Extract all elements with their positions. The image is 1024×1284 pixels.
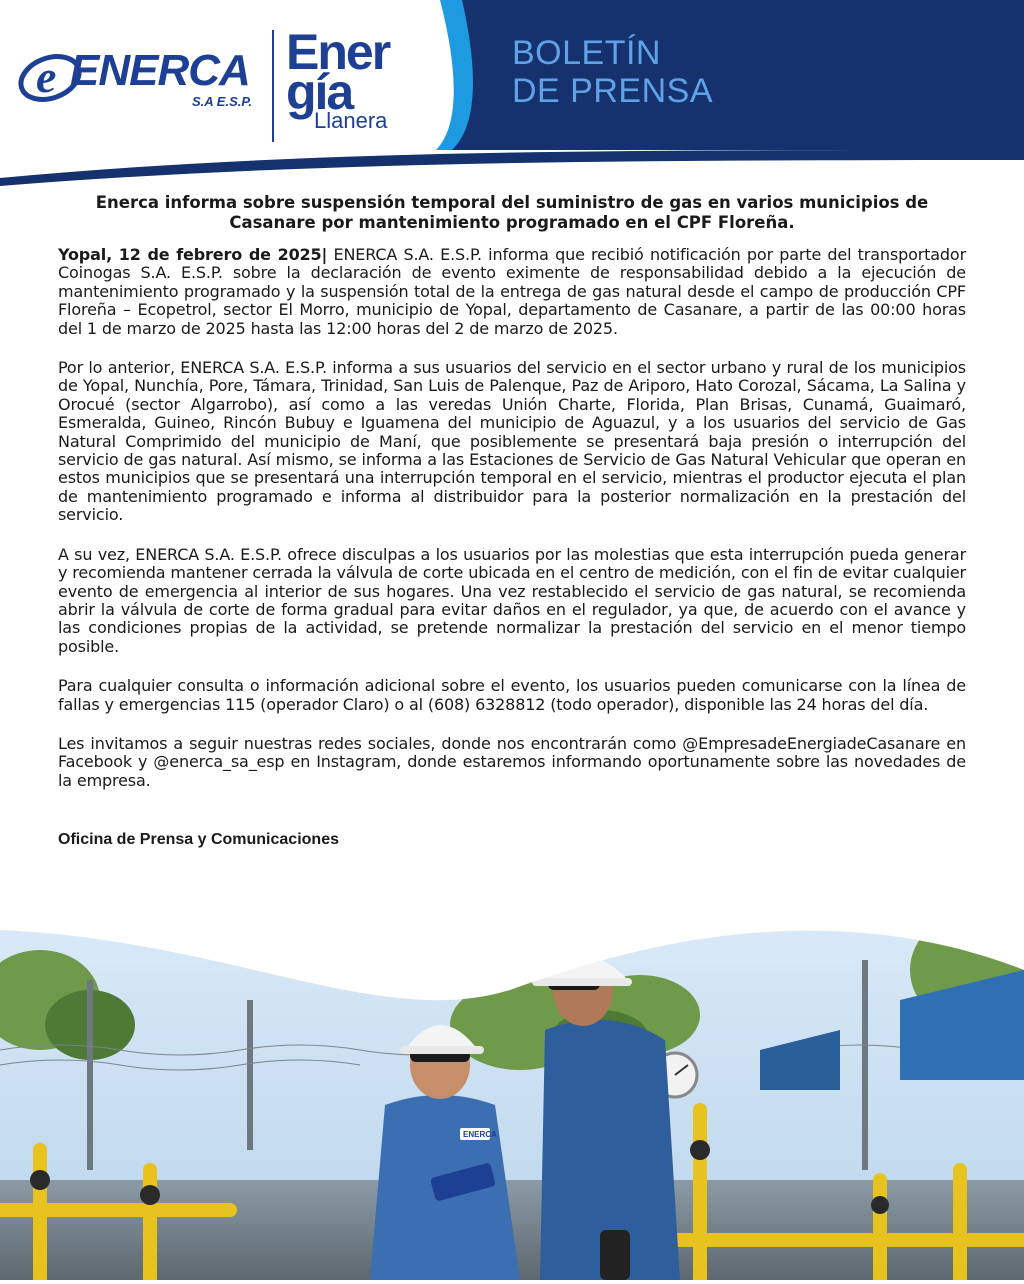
bulletin-title bbox=[512, 34, 812, 110]
uniform-badge: ENERCA bbox=[463, 1130, 497, 1139]
article-paragraph-4: Para cualquier consulta o información adicional sobre el evento, los usuarios pueden comunicarse con la línea de fallas y emergencias 115 (operador Claro) o al (608) 6328812 (todo operador), disponible las 24 horas del día. bbox=[58, 676, 966, 714]
press-article bbox=[58, 246, 966, 811]
press-headline: Enerca informa sobre suspensión temporal del suministro de gas en varios municipios de Casanare por mantenimiento programado en el CPF Floreña. bbox=[95, 193, 929, 232]
bulletin-title-line1: BOLETÍN bbox=[512, 34, 661, 72]
article-paragraph-1 bbox=[58, 246, 966, 338]
header-banner bbox=[0, 0, 1024, 190]
energia-logo-line2: gía bbox=[286, 64, 353, 120]
svg-text:e: e bbox=[36, 51, 57, 102]
workers-photo-illustration bbox=[0, 850, 1024, 1280]
energia-logo-line1: Ener bbox=[286, 24, 390, 80]
article-paragraph-5: Les invitamos a seguir nuestras redes sociales, donde nos encontrarán como @EmpresadeEnergiadeCasanare en Facebook y @enerca_sa_esp en Instagram, donde estaremos informando oportunamente sobre las novedades de la empresa. bbox=[58, 733, 966, 790]
dateline: Yopal, 12 de febrero de 2025| bbox=[58, 245, 328, 264]
bulletin-title-line2: DE PRENSA bbox=[512, 72, 713, 110]
article-paragraph-3: A su vez, ENERCA S.A. E.S.P. ofrece disculpas a los usuarios por las molestias que esta interrupción pueda generar y recomienda mantener cerrada la válvula de corte ubicada en el centro de medición, con el fin de evitar cualquier evento de emergencia al interior de sus hogares. Una vez restablecido el servicio de gas natural, se recomienda abrir la válvula de corte de forma gradual para evitar daños en el regulador, ya que, de acuerdo con el avance y las condiciones propias de la actividad, se pretende normalizar la prestación del servicio en el menor tiempo posible. bbox=[58, 544, 966, 656]
article-paragraph-1-text: ENERCA S.A. E.S.P. informa que recibió notificación por parte del transportador Coinogas S.A. E.S.P. sobre la declaración de evento eximente de responsabilidad debido a la ejecución de mantenimiento programado y la suspensión total de la entrega de gas natural desde el campo de producción CPF Floreña – Ecopetrol, sector El Morro, municipio de Yopal, departamento de Casanare, a partir de las 00:00 horas del 1 de marzo de 2025 hasta las 12:00 horas del 2 de marzo de 2025. bbox=[58, 245, 966, 338]
energia-logo-line3: Llanera bbox=[314, 108, 388, 133]
logo-divider bbox=[272, 30, 274, 142]
workers-photo bbox=[0, 850, 1024, 1280]
enerca-legal-suffix: S.A E.S.P. bbox=[192, 94, 252, 109]
enerca-logo bbox=[14, 40, 264, 116]
energia-llanera-logo bbox=[286, 24, 436, 138]
signature-title: Oficina de Prensa y Comunicaciones bbox=[58, 831, 339, 848]
article-paragraph-2: Por lo anterior, ENERCA S.A. E.S.P. informa a sus usuarios del servicio en el sector urbano y rural de los municipios de Yopal, Nunchía, Pore, Támara, Trinidad, San Luis de Palenque, Paz de Ariporo, Hato Corozal, Sácama, La Salina y Orocué (sector Algarrobo), así como a las veredas Unión Charte, Florida, Plan Brisas, Cunamá, Guaimaró, Esmeralda, Guineo, Rincón Bubuy e Iguamena del municipio de Aguazul, y a los usuarios del servicio de Gas Natural Comprimido del municipio de Maní, que posiblemente se presentará baja presión o interrupción del servicio de gas natural. Así mismo, se informa a las Estaciones de Servicio de Gas Natural Vehicular que operan en estos municipios que se presentará una interrupción temporal en el servicio, mientras el productor ejecuta el plan de mantenimiento programado e informa al distribuidor para la posterior normalización en la prestación del servicio. bbox=[58, 358, 966, 525]
enerca-wordmark: ENERCA bbox=[70, 46, 250, 95]
